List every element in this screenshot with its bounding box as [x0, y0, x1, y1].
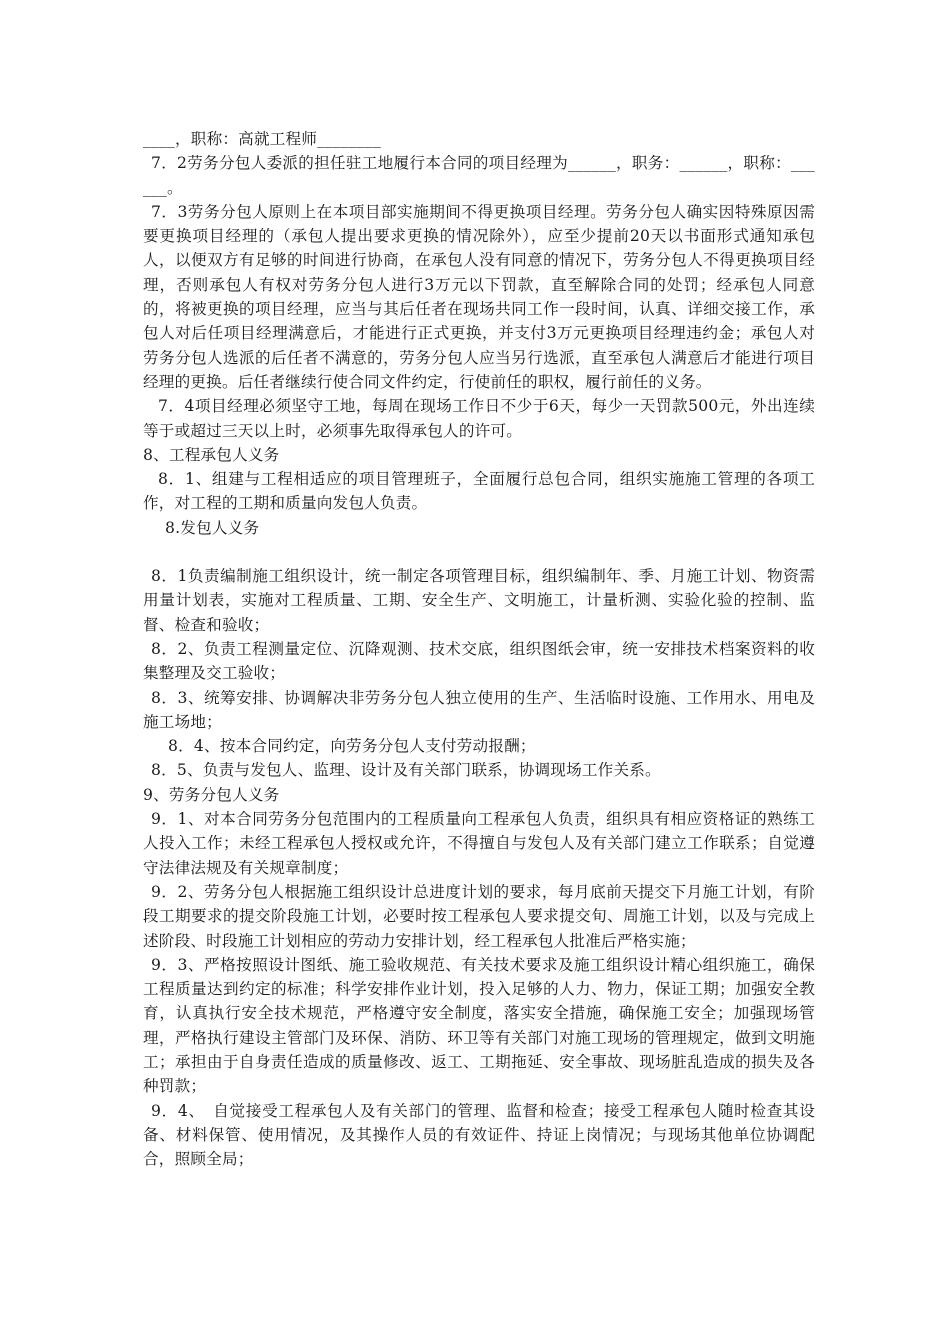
paragraph-9-3: 9．3、严格按照设计图纸、施工验收规范、有关技术要求及施工组织设计精心组织施工，确保工程质量达到约定的标准；科学安排作业计划，投入足够的人力、物力，保证工期；加强安全教育，认真执行安全技术规范，严格遵守安全制度，落实安全措施，确保施工安全；加强现场管理，严格执行建设主管部门及环保、消防、环卫等有关部门对施工现场的管理规定，做到文明施工；承担由于自身责任造成的质量修改、返工、工期拖延、安全事故、现场脏乱造成的损失及各种罚款； [143, 955, 815, 1096]
paragraph-8-1: 8．1负责编制施工组织设计，统一制定各项管理目标，组织编制年、季、月施工计划、物资需用量计划表，实施对工程质量、工期、安全生产、文明施工，计量析测、实验化验的控制、监督、检查和验收； [143, 567, 815, 634]
heading-section-9: 9、劳务分包人义务 [143, 785, 280, 804]
paragraph-7-4: 7．4项目经理必须坚守工地，每周在现场工作日不少于6天，每少一天罚款500元，外出连续等于或超过三天以上时，必须事先取得承包人的许可。 [143, 397, 815, 440]
paragraph-9-2: 9．2、劳务分包人根据施工组织设计总进度计划的要求，每月底前天提交下月施工计划，有阶段工期要求的提交阶段施工计划，必要时按工程承包人要求提交旬、周施工计划，以及与完成上述阶段、时段施工计划相应的劳动力安排计划，经工程承包人批准后严格实施； [143, 882, 815, 950]
paragraph-7-3: 7．3劳务分包人原则上在本项目部实施期间不得更换项目经理。劳务分包人确实因特殊原因需要更换项目经理的（承包人提出要求更换的情况除外），应至少提前20天以书面形式通知承包人，以便双方有足够的时间进行协商，在承包人没有同意的情况下，劳务分包人不得更换项目经理，否则承包人有权对劳务分包人进行3万元以下罚款，直至解除合同的处罚；经承包人同意的，将被更换的项目经理，应当与其后任者在现场共同工作一段时间，认真、详细交接工作，承包人对后任项目经理满意后，才能进行正式更换，并支付3万元更换项目经理违约金；承包人对劳务分包人选派的后任者不满意的，劳务分包人应当另行选派，直至承包人满意后才能进行项目经理的更换。后任者继续行使合同文件约定，行使前任的职权，履行前任的义务。 [143, 202, 815, 391]
paragraph-8-5: 8．5、负责与发包人、监理、设计及有关部门联系，协调现场工作关系。 [151, 761, 661, 780]
paragraph-9-4: 9．4、 自觉接受工程承包人及有关部门的管理、监督和检查；接受工程承包人随时检查其设备、材料保管、使用情况，及其操作人员的有效证件、持证上岗情况；与现场其他单位协调配合，照顾全局； [143, 1101, 815, 1169]
blank-line [143, 540, 815, 564]
paragraph-8-2: 8．2、负责工程测量定位、沉降观测、技术交底，组织图纸会审，统一安排技术档案资料的收集整理及交工验收； [143, 639, 815, 683]
paragraph-9-1: 9．1、对本合同劳务分包范围内的工程质量向工程承包人负责，组织具有相应资格证的熟练工人投入工作；未经工程承包人授权或允许，不得擅自与发包人及有关部门建立工作联系；自觉遵守法律法规及有关规章制度； [143, 810, 815, 877]
heading-employer-obligations: 8.发包人义务 [165, 518, 260, 537]
paragraph-8-1-contractor: 8．1、组建与工程相适应的项目管理班子，全面履行总包合同，组织实施施工管理的各项工作，对工程的工期和质量向发包人负责。 [143, 470, 815, 513]
document-body [143, 127, 815, 1171]
paragraph-8-3: 8．3、统筹安排、协调解决非劳务分包人独立使用的生产、生活临时设施、工作用水、用电及施工场地； [143, 688, 815, 731]
paragraph-7-2: 7．2劳务分包人委派的担任驻工地履行本合同的项目经理为______，职务：______，职称：______。 [143, 154, 815, 197]
paragraph-8-4: 8．4、按本合同约定，向劳务分包人支付劳动报酬； [168, 737, 536, 756]
paragraph-title-line: ____，职称：高就工程师________ [143, 130, 382, 148]
heading-section-8: 8、工程承包人义务 [143, 445, 280, 464]
